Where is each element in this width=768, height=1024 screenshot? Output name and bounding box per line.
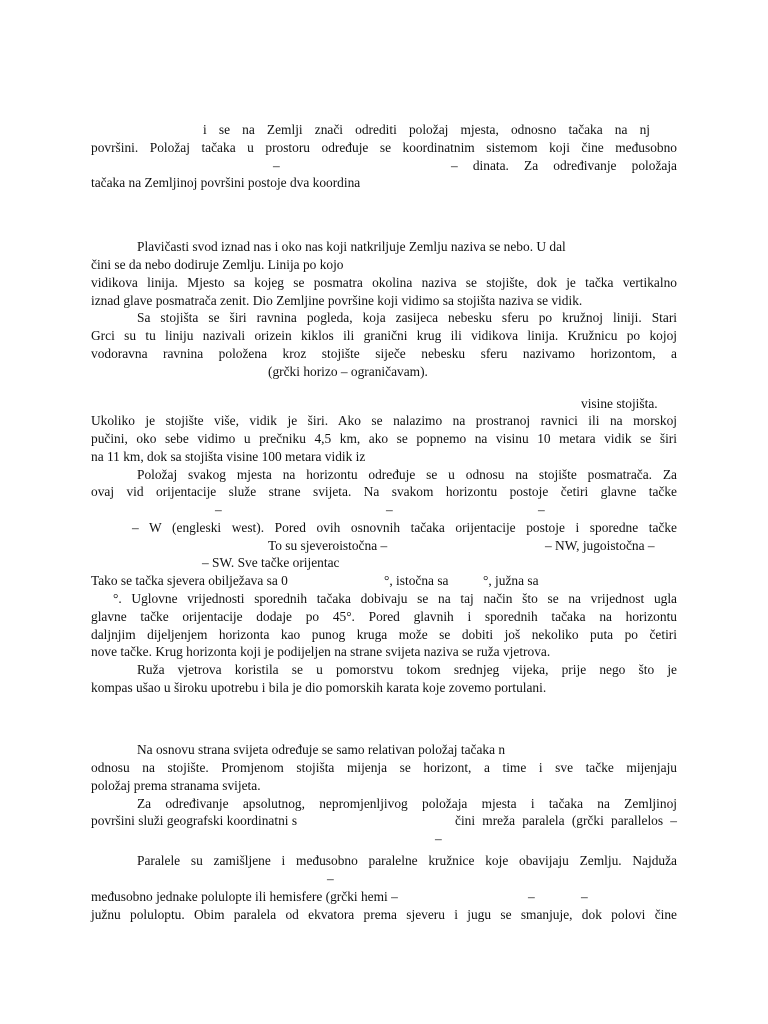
text-line: °. Uglovne vrijednosti sporednih tačaka dobivaju se na taj način što se na vrijednost ugla: [113, 591, 677, 606]
text-line: – W (engleski west). Pored ovih osnovnih tačaka orijentacije postoje i sporedne tačke: [132, 520, 677, 535]
text-line: i se na Zemlji znači odrediti položaj mjesta, odnosno tačaka na nj: [203, 122, 650, 137]
text-line: na 11 km, dok sa stojišta visine 100 metara vidik iz: [91, 449, 366, 464]
text-line: Ruža vjetrova koristila se u pomorstvu tokom srednjeg vijeka, prije nego što je: [137, 662, 677, 677]
text-line: položaj prema stranama svijeta.: [91, 778, 261, 793]
text-line: To su sjeveroistočna –: [268, 538, 388, 553]
text-line: –: [273, 158, 280, 173]
text-line: vidikova linija. Mjesto sa kojeg se posmatra okolina naziva se stojište, dok je tačka vertikalno: [91, 275, 677, 290]
text-line: nove tačke. Krug horizonta koji je podijeljen na strane svijeta naziva se ruža vjetrova.: [91, 644, 551, 659]
text-line: Na osnovu strana svijeta određuje se samo relativan položaj tačaka n: [137, 742, 506, 757]
text-line: tačaka na Zemljinoj površini postoje dva koordina: [91, 175, 361, 190]
text-line: –: [327, 871, 334, 886]
text-line: Plavičasti svod iznad nas i oko nas koji natkriljuje Zemlju naziva se nebo. U dal: [137, 239, 566, 254]
text-line: °, istočna sa: [384, 573, 449, 588]
text-line: Grci su tu liniju nazivali orizein kiklos ili granični krug ili vidikova linija. Kružnicu po kojoj: [91, 328, 677, 343]
text-line: – SW. Sve tačke orijentac: [202, 555, 340, 570]
text-line: čini mreža paralela (grčki parallelos –: [455, 813, 677, 828]
text-line: – NW, jugoistočna –: [545, 538, 655, 553]
text-line: –: [581, 889, 588, 904]
text-line: južnu polulopt​u. Obim paralela od ekvatora prema sjeveru i jugu se smanjuje, dok polovi čine: [91, 907, 677, 922]
text-line: iznad glave posmatrača zenit. Dio Zemljine površine koji vidimo sa stojišta naziva se vidik.: [91, 293, 583, 308]
text-line: pučini, oko sebe vidimo u prečniku 4,5 km, ako se popnemo na visinu 10 metara vidik se širi: [91, 431, 677, 446]
text-line: Ukoliko je stojište više, vidik je širi. Ako se nalazimo na prostranoj ravnici ili na morskoj: [91, 413, 677, 428]
text-line: – dinata. Za određivanje položaja: [451, 158, 677, 173]
text-line: odnosu na stojište. Promjenom stojišta mijenja se horizont, a time i sve tačke mijenjaju: [91, 760, 677, 775]
text-line: Tako se tačka sjevera obilježava sa 0: [91, 573, 288, 588]
text-line: vodoravna ravnina položena kroz stojište siječe nebesku sferu nazivamo horizontom, a: [91, 346, 677, 361]
text-line: °, južna sa: [483, 573, 539, 588]
text-line: (grčki horizo – ograničavam).: [268, 364, 428, 379]
text-line: međusobno jednake polulopte ili hemisfere (grčki hemi –: [91, 889, 398, 904]
text-line: ovaj vid orijentacije služe strane svijeta. Na svakom horizontu postoje četiri glavne tačke: [91, 484, 677, 499]
text-line: kompas ušao u široku upotrebu i bila je dio pomorskih karata koje zovemo portulani.: [91, 680, 547, 695]
text-line: –: [386, 502, 393, 517]
text-line: Položaj svakog mjesta na horizontu određuje se u odnosu na stojište posmatrača. Za: [137, 467, 677, 482]
text-line: –: [528, 889, 535, 904]
text-line: –: [538, 502, 545, 517]
text-line: glavne tačke orijentacije dodaje po 45°. Pored glavnih i sporednih tačaka na horizontu: [91, 609, 677, 624]
text-line: Paralele su zamišljene i međusobno paralelne kružnice koje obavijaju Zemlju. Najduža: [137, 853, 677, 868]
text-line: površini. Položaj tačaka u prostoru određuje se koordinatnim sistemom koji čine međusobno: [91, 140, 677, 155]
text-line: površini služi geografski koordinatni s: [91, 813, 298, 828]
text-line: –: [215, 502, 222, 517]
text-line: Sa stojišta se širi ravnina pogleda, koja zasijeca nebesku sferu po kružnoj liniji. Stari: [137, 310, 677, 325]
text-line: –: [435, 831, 442, 846]
text-line: daljnjim dijeljenjem horizonta kao punog kruga može se dobiti još nekoliko puta po četiri: [91, 627, 677, 642]
text-line: Za određivanje apsolutnog, nepromjenljivog položaja mjesta i tačaka na Zemljinoj: [137, 796, 677, 811]
text-line: čini se da nebo dodiruje Zemlju. Linija po kojo: [91, 257, 344, 272]
text-line: visine stojišta.: [581, 396, 658, 411]
